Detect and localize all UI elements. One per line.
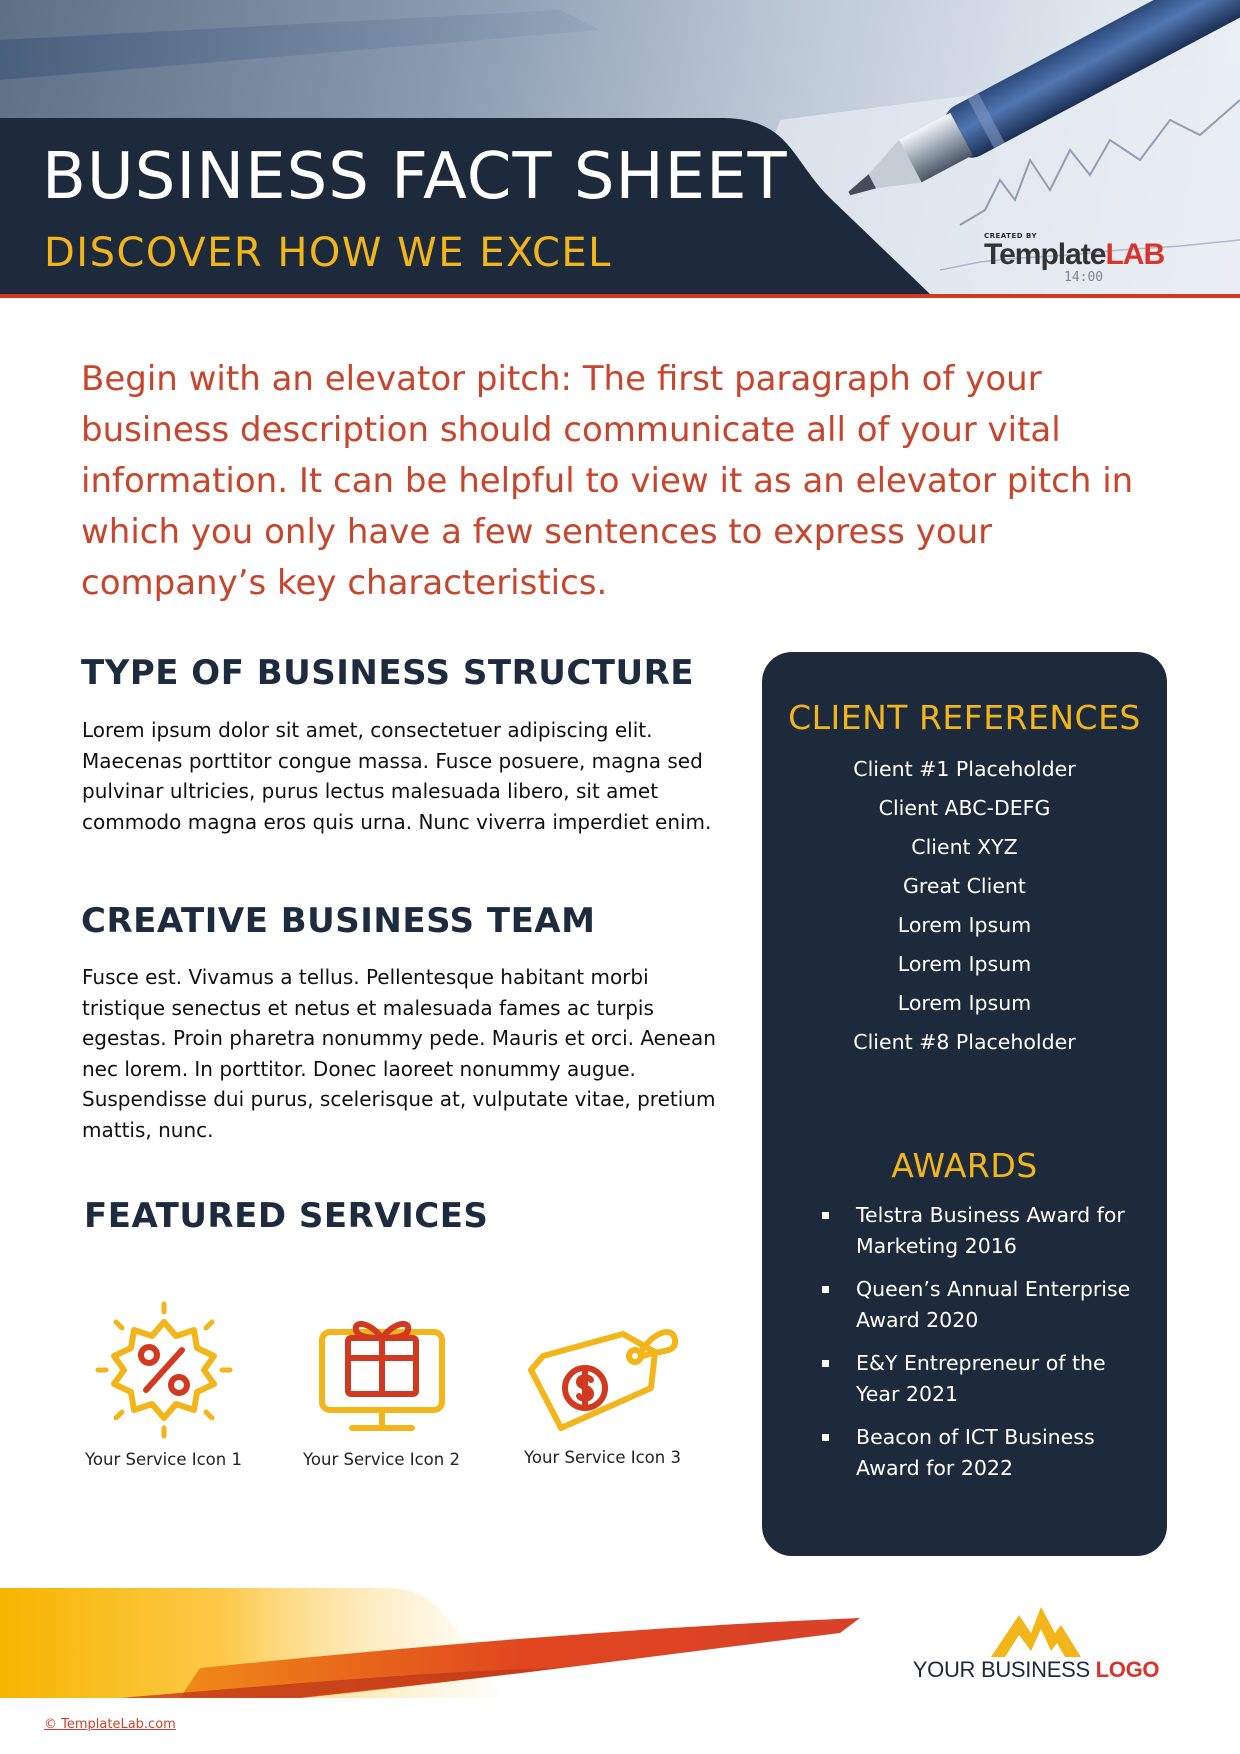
team-body: Fusce est. Vivamus a tellus. Pellentesque habitant morbi tristique senectus et netus et malesuada fames ac turpis egestas. Proin pharetra nonummy pede. Mauris et orci. Aenean nec lorem. In porttitor. Donec laoreet nonummy augue. Suspendisse dui purus, scelerisque at, vulputate vitae, pretium mattis, nunc. <box>82 965 716 1142</box>
service-label-2: Your Service Icon 2 <box>303 1450 460 1469</box>
awards-heading: AWARDS <box>891 1146 1038 1185</box>
service-item-3 <box>515 1310 690 1467</box>
references-heading: CLIENT REFERENCES <box>788 698 1141 737</box>
mountain-logo-icon <box>991 1605 1081 1657</box>
team-heading: CREATIVE BUSINESS TEAM <box>81 901 596 941</box>
footer-swoosh <box>0 1588 880 1698</box>
photo-clock-text: 14:00 <box>1064 270 1104 285</box>
page-title: BUSINESS FACT SHEET <box>42 140 788 214</box>
reference-item: Client #1 Placeholder <box>853 757 1076 781</box>
monitor-gift-icon <box>312 1308 452 1440</box>
service-item-2 <box>294 1308 469 1469</box>
sidebar-panel <box>762 652 1167 1556</box>
award-item: Beacon of ICT Business Award for 2022 <box>818 1422 1148 1483</box>
templatelab-brand <box>984 232 1165 285</box>
business-logo <box>906 1605 1166 1683</box>
structure-heading: TYPE OF BUSINESS STRUCTURE <box>81 653 695 693</box>
reference-item: Lorem Ipsum <box>897 991 1032 1015</box>
intro-paragraph: Begin with an elevator pitch: The first paragraph of your business description should communicate all of your vital information. It can be helpful to view it as an elevator pitch in which you only have a few sentences to express your company’s key characteristics. <box>81 359 1134 603</box>
brand-caption: CREATED BY <box>984 232 1038 240</box>
award-item: Queen’s Annual Enterprise Award 2020 <box>818 1274 1148 1335</box>
service-item-1 <box>76 1300 251 1469</box>
reference-item: Great Client <box>903 874 1026 898</box>
services-heading: FEATURED SERVICES <box>84 1196 489 1236</box>
references-list <box>762 750 1167 1062</box>
reference-item: Client ABC-DEFG <box>878 796 1051 820</box>
service-label-3: Your Service Icon 3 <box>524 1448 681 1467</box>
reference-item: Lorem Ipsum <box>897 952 1032 976</box>
templatelab-credit-link[interactable]: © TemplateLab.com <box>44 1717 176 1732</box>
logo-wordmark: YOUR BUSINESS LOGO <box>912 1657 1160 1682</box>
header-banner <box>0 0 1240 298</box>
awards-list <box>818 1200 1148 1496</box>
price-tag-icon <box>523 1310 683 1438</box>
header-divider <box>0 294 1240 298</box>
award-item: E&Y Entrepreneur of the Year 2021 <box>818 1348 1148 1409</box>
reference-item: Client #8 Placeholder <box>853 1030 1076 1054</box>
discount-badge-icon <box>94 1300 234 1440</box>
page-subtitle: DISCOVER HOW WE EXCEL <box>44 230 612 276</box>
structure-body: Lorem ipsum dolor sit amet, consectetuer adipiscing elit. Maecenas porttitor congue massa. Fusce posuere, magna sed pulvinar ultricies, purus lectus malesuada libero, sit amet commodo magna eros quis urna. Nunc viverra imperdiet enim. <box>82 718 712 834</box>
service-label-1: Your Service Icon 1 <box>85 1450 242 1469</box>
reference-item: Client XYZ <box>911 835 1018 859</box>
award-item: Telstra Business Award for Marketing 2016 <box>818 1200 1148 1261</box>
brand-wordmark: TemplateLAB <box>984 238 1165 271</box>
reference-item: Lorem Ipsum <box>897 913 1032 937</box>
